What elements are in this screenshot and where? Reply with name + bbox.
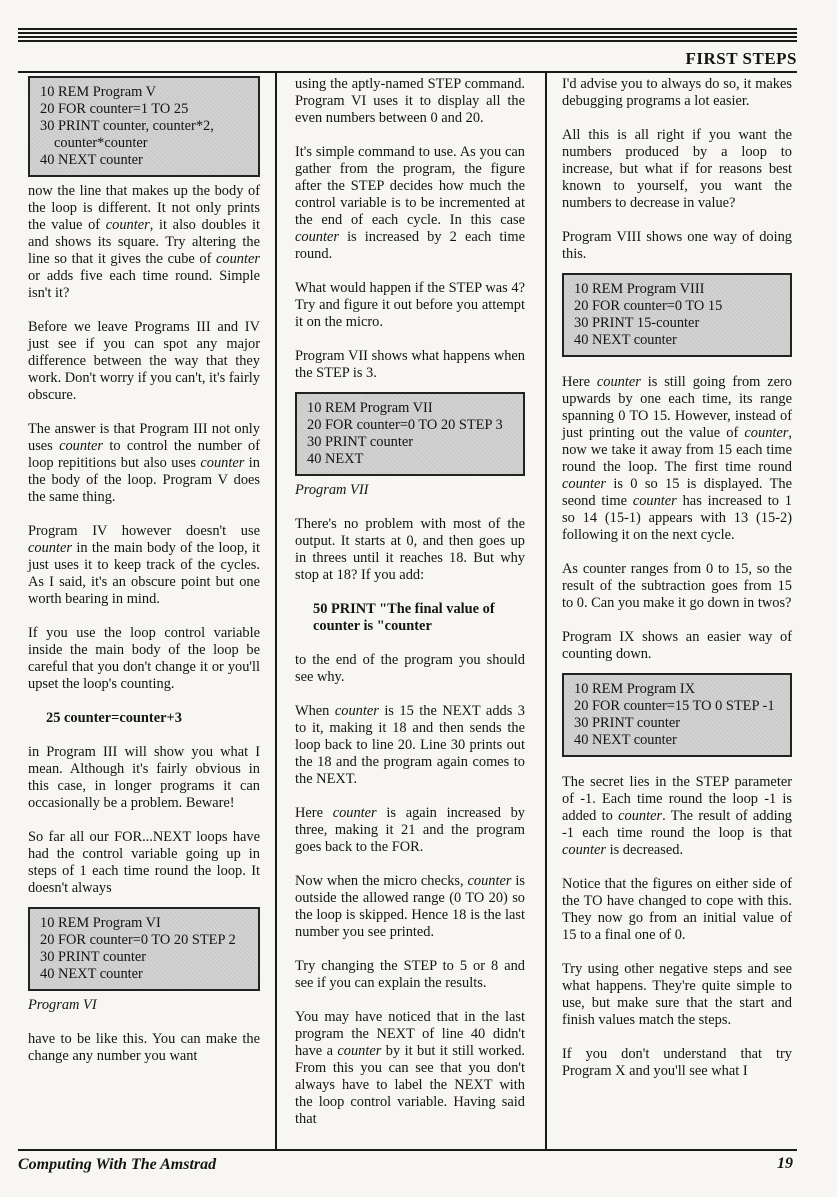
paragraph: As counter ranges from 0 to 15, so the result of the subtraction goes from 15 to 0. Can you make it go down in twos? — [562, 561, 792, 611]
code-line: 40 NEXT counter — [574, 332, 677, 348]
paragraph: Try using other negative steps and see what happens. They're quite simple to use, but make sure that the start and finish values match the steps. — [562, 961, 792, 1028]
paragraph: Program IV however doesn't use counter in the main body of the loop, it just uses it to keep track of the cycles. As I said, it's an obscure point but one worth bearing in mind. — [28, 523, 260, 607]
code-line: 10 REM Program VII — [307, 400, 433, 416]
paragraph: When counter is 15 the NEXT adds 3 to it, making it 18 and then sends the loop back to line 20. Line 30 prints out the 18 and the program again comes to the NEXT. — [295, 703, 525, 787]
paragraph: I'd advise you to always do so, it makes debugging programs a lot easier. — [562, 76, 792, 109]
paragraph: There's no problem with most of the output. It starts at 0, and then goes up in threes until it reaches 18. But why stop at 18? If you add: — [295, 516, 525, 583]
header-divider — [18, 71, 797, 73]
code-line: 40 NEXT counter — [574, 732, 677, 748]
code-line: 40 NEXT — [307, 451, 364, 467]
column-divider-1 — [275, 73, 277, 1149]
paragraph: have to be like this. You can make the change any number you want — [28, 1031, 260, 1064]
code-line: 20 FOR counter=0 TO 20 STEP 2 — [40, 932, 236, 948]
column-2 — [295, 76, 525, 1145]
paragraph: using the aptly-named STEP command. Program VI uses it to display all the even numbers between 0 and 20. — [295, 76, 525, 126]
code-line: 30 PRINT 15-counter — [574, 315, 700, 331]
header-rules — [18, 28, 797, 44]
code-listing-program-viii — [562, 273, 792, 357]
column-divider-2 — [545, 73, 547, 1149]
paragraph: What would happen if the STEP was 4? Try and figure it out before you attempt it on the micro. — [295, 280, 525, 330]
paragraph: You may have noticed that in the last program the NEXT of line 40 didn't have a counter by it but it still worked. From this you can see that you don't always have to label the NEXT with the loop control variable. Having said that — [295, 1009, 525, 1127]
code-line: 10 REM Program IX — [574, 681, 696, 697]
paragraph: Now when the micro checks, counter is outside the allowed range (0 TO 20) so the loop is skipped. Hence 18 is the last number you see printed. — [295, 873, 525, 940]
paragraph: If you use the loop control variable inside the main body of the loop be careful that you don't change it or you'll upset the loop's counting. — [28, 625, 260, 692]
code-line: 10 REM Program V — [40, 84, 157, 100]
code-line: 10 REM Program VIII — [574, 281, 705, 297]
code-line: 30 PRINT counter — [40, 949, 147, 965]
paragraph: Here counter is again increased by three, making it 21 and the program goes back to the FOR. — [295, 805, 526, 855]
paragraph: Before we leave Programs III and IV just see if you can spot any major difference between the way that they work. Don't worry if you can't, it's fairly obscure. — [28, 319, 260, 403]
magazine-name: Computing With The Amstrad — [18, 1156, 217, 1173]
code-listing-program-ix — [562, 673, 792, 757]
paragraph: The secret lies in the STEP parameter of -1. Each time round the loop -1 is added to counter. The result of adding -1 each time round the loop is that counter is decreased. — [562, 774, 793, 858]
paragraph: Program IX shows an easier way of counting down. — [562, 629, 792, 662]
code-listing-program-vii — [295, 392, 525, 476]
paragraph: Program VIII shows one way of doing this. — [562, 229, 792, 262]
code-line: 10 REM Program VI — [40, 915, 161, 931]
code-line: counter*counter — [54, 135, 148, 151]
page-number: 19 — [777, 1155, 793, 1172]
paragraph: now the line that makes up the body of the loop is different. It not only prints the value of counter, it also doubles it and shows its square. Try altering the line so that it gives the cube of counter or adds five each time round. Simple isn't it? — [28, 183, 260, 301]
paragraph: in Program III will show you what I mean. Although it's fairly obvious in this case, in longer programs it can occasionally be a problem. Beware! — [28, 744, 260, 811]
code-line: 40 NEXT counter — [40, 966, 143, 982]
paragraph: Try changing the STEP to 5 or 8 and see if you can explain the results. — [295, 958, 525, 991]
column-1 — [28, 76, 260, 1082]
code-line: 40 NEXT counter — [40, 152, 143, 168]
paragraph: Program VII shows what happens when the STEP is 3. — [295, 348, 525, 381]
code-line: 30 PRINT counter, counter*2, — [40, 118, 214, 134]
code-snippet: 25 counter=counter+3 — [46, 710, 182, 726]
paragraph: So far all our FOR...NEXT loops have had the control variable going up in steps of 1 each time round the loop. It doesn't always — [28, 829, 260, 896]
paragraph: to the end of the program you should see why. — [295, 652, 525, 685]
listing-caption: Program VI — [28, 997, 97, 1013]
code-line: 20 FOR counter=15 TO 0 STEP -1 — [574, 698, 775, 714]
section-title: FIRST STEPS — [685, 49, 797, 68]
code-snippet: 50 PRINT "The final value of counter is "counter — [313, 601, 495, 634]
paragraph: It's simple command to use. As you can gather from the program, the figure after the STEP decides how much the control variable is to be incremented at the end of each cycle. In this case counter is increased by 2 each time round. — [295, 144, 525, 262]
listing-caption: Program VII — [295, 482, 369, 498]
code-line: 20 FOR counter=0 TO 15 — [574, 298, 723, 314]
paragraph: Notice that the figures on either side of the TO have changed to cope with this. They now go from an initial value of 15 to a final one of 0. — [562, 876, 792, 943]
code-listing-program-v — [28, 76, 260, 177]
paragraph: If you don't understand that try Program X and you'll see what I — [562, 1046, 792, 1079]
code-line: 30 PRINT counter — [307, 434, 414, 450]
code-line: 20 FOR counter=0 TO 20 STEP 3 — [307, 417, 503, 433]
footer-divider — [18, 1149, 797, 1151]
paragraph: The answer is that Program III not only uses counter to control the number of loop repititions but also uses counter in the body of the loop. Program V does the same thing. — [28, 421, 260, 505]
code-line: 30 PRINT counter — [574, 715, 681, 731]
paragraph: Here counter is still going from zero upwards by one each time, its range spanning 0 TO 15. However, instead of just printing out the value of counter, now we take it away from 15 each time round the loop. The first time round counter is 0 so 15 is displayed. The seond time counter has increased to 1 so 14 (15-1) appears with 13 (15-2) following it on the next cycle. — [562, 374, 792, 543]
code-listing-program-vi — [28, 907, 260, 991]
code-line: 20 FOR counter=1 TO 25 — [40, 101, 189, 117]
paragraph: All this is all right if you want the numbers produced by a loop to increase, but what if for reasons best known to yourself, you want the numbers to decrease in value? — [562, 127, 792, 211]
column-3 — [562, 76, 792, 1097]
